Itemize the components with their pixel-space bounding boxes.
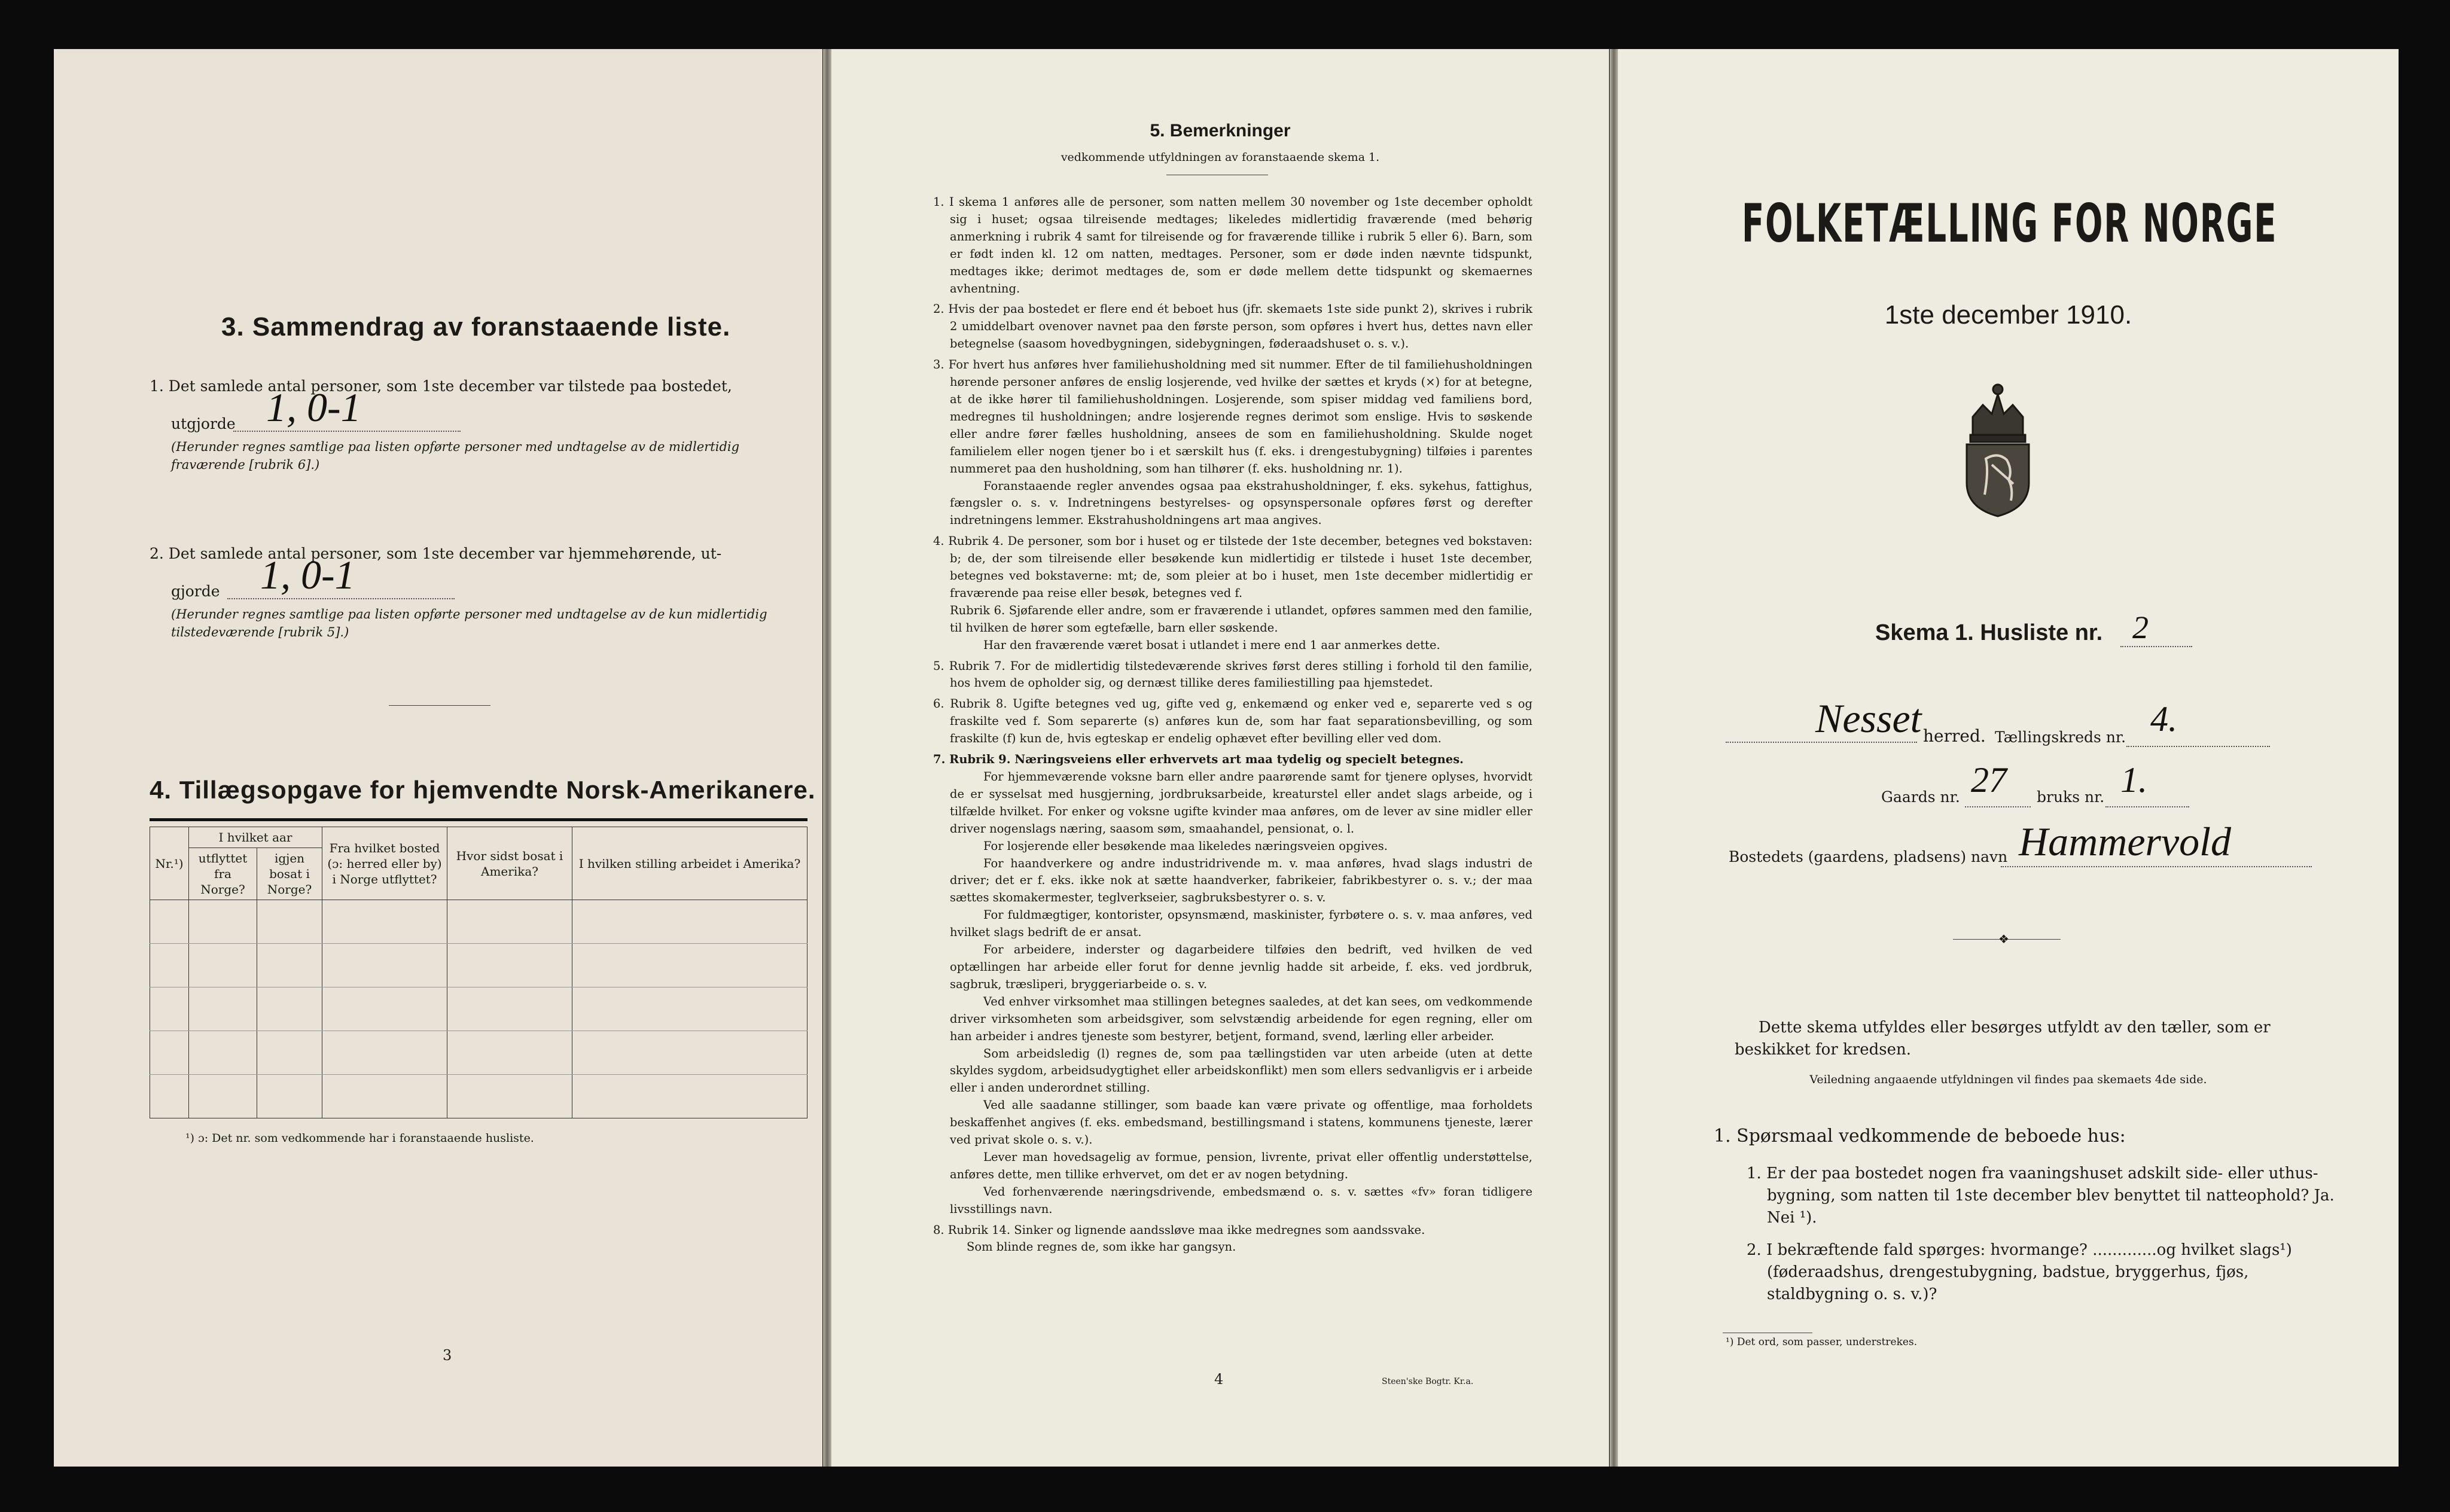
remark-paragraph: 2. Hvis der paa bostedet er flere end ét beboet hus (jfr. skemaets 1ste side punkt 2), skrives i rubrik 2 umiddelbart ovenover navnet paa den første person, som opføres i hvert hus, dettes navn eller betegnelse (saasom hovedbygningen, sidebygningen, føderaadshuset o. s. v.). — [933, 302, 1532, 351]
remark-paragraph: 4. Rubrik 4. De personer, som bor i huset og er tilstede der 1ste december, betegnes ved bokstaven: b; de, der som tilreisende eller besøkende kun midlertidig er tilstede i huset 1ste december, betegnes ved bokstaverne: mt; de, som pleier at bo i huset, men 1ste december midlertidig er fraværende paa reise eller besøk, betegnes ved f. — [933, 534, 1532, 600]
page-number-3: 3 — [443, 1347, 452, 1364]
table-row — [150, 1031, 807, 1075]
gaards-label: Gaards nr. — [1881, 788, 1960, 806]
remark-paragraph: For arbeidere, inderster og dagarbeidere tilføies den bedrift, ved hvilken de ved optællingen har arbeide eller forut for denne jevnlig hadde sit arbeide, f. eks. ved jordbruk, sagbruk, træsliperi, bryggeriarbeide o. s. v. — [950, 943, 1532, 991]
remark-paragraph: 6. Rubrik 8. Ugifte betegnes ved ug, gifte ved g, enkemænd og enker ved e, separerte ved s og fraskilte ved f. Som separerte (s) anføres kun de, som har faat separationsbevilling, og som fraskilte (f) kun de, hvis egteskap er endelig ophævet efter bevilling eller ved dom. — [933, 697, 1532, 746]
page-right — [1618, 49, 2399, 1467]
page-middle — [831, 49, 1609, 1467]
remark-paragraph: Ved forhenværende næringsdrivende, embedsmænd o. s. v. sættes «fv» foran tidligere livsstillings navn. — [950, 1184, 1532, 1216]
table-row — [150, 1075, 807, 1118]
page-number-4: 4 — [1214, 1371, 1224, 1388]
remark-paragraph: 7. Rubrik 9. Næringsveiens eller erhvervets art maa tydelig og specielt betegnes. — [933, 752, 1464, 767]
bosted-handwritten: Hammervold — [2019, 819, 2232, 864]
herred-label: herred. — [1923, 726, 1986, 746]
remark-paragraph: For haandverkere og andre industridrivende m. v. maa anføres, hvad slags industri de driver; det er f. eks. ikke nok at sætte haandverker, fabrikeier, fabrikbestyrer o. s. v.; der maa sættes skomakermester, teglverkseier, sagbruksbestyrer o. s. v. — [950, 856, 1532, 905]
gaards-handwritten: 27 — [1971, 760, 2007, 800]
col-stilling: I hvilken stilling arbeidet i Amerika? — [572, 827, 807, 900]
section3-item1-handwritten: 1, 0-1 — [266, 385, 361, 430]
footnote: ¹) Det ord, som passer, understrekes. — [1726, 1336, 1918, 1348]
husliste-dotline — [2120, 622, 2192, 647]
col-hvor-bosat: Hvor sidst bosat i Amerika? — [447, 827, 572, 900]
remark-paragraph: 5. Rubrik 7. For de midlertidig tilstedeværende skrives først deres stilling i forhold til den familie, hos hvem de opholder sig, og dernæst tillike deres familiestilling paa hjemstedet. — [933, 659, 1532, 690]
census-title: FOLKETÆLLING FOR NORGE — [1742, 193, 2278, 254]
binding-spine — [823, 49, 831, 1467]
section3-item2-prefix: gjorde — [171, 583, 220, 600]
section3-item2-note: (Herunder regnes samtlige paa listen opførte personer med undtagelse av de kun midlertidig tilstedeværende [rubrik 5].) — [171, 607, 767, 639]
section3-item1-line: 1. Det samlede antal personer, som 1ste december var tilstede paa bostedet, — [150, 377, 732, 395]
col-utflyttet: utflyttet fra Norge? — [189, 848, 257, 900]
remark-paragraph: 3. For hvert hus anføres hver familiehusholdning med sit nummer. Efter de til familiehusholdningen hørende personer anføres de enslig losjerende, ved hvilke der sættes et kryds (×) for at betegne, at de ikke hører til familiehusholdningen. Losjerende, som spiser middag ved familiens bord, medregnes til husholdningen; andre losjerende regnes derimot som enslige. Hvis to søskende eller andre fører fælles husholdning, ansees de som en familiehusholdning. Skulde noget familielem eller nogen tjener bo i et særskilt hus (f. eks. i drengestubygning) tilføies i parentes nummeret paa den husholdning, som han tilhører (f. eks. husholdning nr. 1). — [933, 358, 1532, 475]
col-fra-bosted: Fra hvilket bosted (ɔ: herred eller by) i Norge utflyttet? — [322, 827, 447, 900]
remark-paragraph: For hjemmeværende voksne barn eller andre paarørende samt for tjenere oplyses, hvorvidt de er sysselsat med husgjerning, jordbruksarbeide, kreaturstel eller andet slags arbeide, og i tilfælde hvilket. For enker og voksne ugifte kvinder maa anføres, om de lever av sine midler eller driver nogenslags næring, saasom søm, smaahandel, pensionat, o. l. — [950, 770, 1532, 836]
remark-paragraph: Lever man hovedsagelig av formue, pension, livrente, privat eller offentlig understøttelse, anføres dette, men tillike erhvervet, om det er av nogen betydning. — [950, 1150, 1532, 1181]
col-nr: Nr.¹) — [150, 827, 189, 900]
page-left — [54, 49, 822, 1467]
section3-item2-handwritten: 1, 0-1 — [260, 552, 355, 598]
remark-paragraph: Ved enhver virksomhet maa stillingen betegnes saaledes, at det kan sees, om vedkommende driver virksomheten som arbeidsgiver, som selvstændig arbeidende for egen regning, eller om han arbeider i andres tjeneste som bestyrer, betjent, formand, svend, lærling eller arbeider. — [950, 994, 1532, 1043]
bruks-label: bruks nr. — [2037, 788, 2105, 806]
section3-item1-note: (Herunder regnes samtlige paa listen opførte personer med undtagelse av de midlertidig fraværende [rubrik 6].) — [171, 440, 740, 472]
section3-item1-prefix: utgjorde — [171, 415, 236, 432]
kreds-dotline — [2126, 722, 2270, 747]
questions-heading: 1. Spørsmaal vedkommende de beboede hus: — [1714, 1126, 2126, 1147]
remark-paragraph: Som blinde regnes de, som ikke har gangsyn. — [967, 1240, 1236, 1254]
husliste-nr-handwritten: 2 — [2132, 609, 2149, 645]
norsk-amerikanere-table — [150, 827, 807, 1118]
section4-footnote: ¹) ɔ: Det nr. som vedkommende har i foranstaaende husliste. — [185, 1132, 534, 1145]
remark-paragraph: 8. Rubrik 14. Sinker og lignende aandssløve maa ikke medregnes som aandssvake. — [933, 1223, 1425, 1237]
section4-rule — [150, 818, 807, 821]
remark-paragraph: Har den fraværende været bosat i utlandet i mere end 1 aar anmerkes dette. — [983, 638, 1440, 652]
remark-paragraph: For fuldmægtiger, kontorister, opsynsmænd, maskinister, fyrbøtere o. s. v. maa anføres, ved hvilket slags bedrift de er ansat. — [950, 908, 1532, 940]
section4-heading: 4. Tillægsopgave for hjemvendte Norsk-Amerikanere. — [150, 776, 816, 804]
veiledning-text: Veiledning angaaende utfyldningen vil findes paa skemaets 4de side. — [1809, 1073, 2207, 1086]
remark-paragraph: For losjerende eller besøkende maa likeledes næringsveien opgives. — [983, 839, 1388, 853]
remark-paragraph: Som arbeidsledig (l) regnes de, som paa tællingstiden var uten arbeide (uten at dette skyldes sygdom, arbeidsudygtighet eller arbeidskonflikt) men som ellers sedvanligvis er i arbeide eller i anden underordnet stilling. — [950, 1046, 1532, 1095]
coat-of-arms-icon — [1956, 381, 2040, 519]
section3-item2-line: 2. Det samlede antal personer, som 1ste december var hjemmehørende, ut- — [150, 545, 722, 562]
bosted-label: Bostedets (gaardens, pladsens) navn — [1729, 848, 2008, 865]
kreds-handwritten: 4. — [2150, 699, 2177, 739]
divider — [389, 705, 490, 706]
printer-mark: Steen'ske Bogtr. Kr.a. — [1382, 1377, 1474, 1386]
schema-label: Skema 1. Husliste nr. — [1875, 620, 2103, 645]
intro-text: Dette skema utfyldes eller besørges utfyldt av den tæller, som er beskikket for kredsen. — [1735, 1019, 2271, 1059]
col-group-year: I hvilket aar — [189, 827, 322, 848]
remark-paragraph: 1. I skema 1 anføres alle de personer, som natten mellem 30 november og 1ste december opholdt sig i huset; ogsaa tilreisende medtages; likeledes midlertidig fraværende (med behørig anmerkning i rubrik 4 samt for tilreisende og for fraværende tillike i rubrik 5 eller 6). Barn, som er født inden kl. 12 om natten, medtages. Personer, som er døde inden nævnte tidspunkt, medtages ikke; derimot medtages de, som er døde mellem dette tidspunkt og skemaernes avhentning. — [933, 195, 1532, 295]
remark-paragraph: Rubrik 6. Sjøfarende eller andre, som er fraværende i utlandet, opføres sammen med den familie, til hvilken de hører som egtefælle, barn eller søskende. — [950, 603, 1532, 635]
census-date: 1ste december 1910. — [1884, 300, 2132, 330]
table-row — [150, 944, 807, 987]
table-row — [150, 987, 807, 1031]
question-2: 2. I bekræftende fald spørges: hvormange? .............og hvilket slags¹) (føderaadshus, drengestubygning, badstue, bryggerhus, fjøs, staldbygning o. s. v.)? — [1747, 1241, 2292, 1303]
question-1: 1. Er der paa bostedet nogen fra vaaningshuset adskilt side- eller uthus-bygning, som natten til 1ste december blev benyttet til natteophold? Ja. Nei ¹). — [1747, 1165, 2335, 1227]
binding-spine — [1610, 49, 1618, 1467]
bruks-handwritten: 1. — [2120, 760, 2147, 800]
table-row — [150, 900, 807, 944]
bruks-dotline — [2105, 782, 2189, 807]
herred-handwritten: Nesset — [1815, 696, 1922, 741]
remark-paragraph: Foranstaaende regler anvendes ogsaa paa ekstrahusholdninger, f. eks. sykehus, fattighus, fængsler o. s. v. Indretningens bestyrelses- og opsynspersonale opføres først og derefter indretningens lemmer. Ekstrahusholdningens art maa angives. — [950, 478, 1532, 528]
remarks-subheading: vedkommende utfyldningen av foranstaaende skema 1. — [1061, 151, 1380, 164]
ornament-icon: ❖ — [1998, 932, 2009, 946]
section3-heading: 3. Sammendrag av foranstaaende liste. — [221, 312, 731, 342]
kreds-label: Tællingskreds nr. — [1995, 728, 2126, 746]
remarks-heading: 5. Bemerkninger — [1150, 121, 1291, 141]
col-igjen-bosat: igjen bosat i Norge? — [257, 848, 322, 900]
remark-paragraph: Ved alle saadanne stillinger, som baade kan være private og offentlige, maa forholdets beskaffenhet angives (f. eks. embedsmand, bestillingsmand i statens, kommunens tjeneste, lærer ved privat skole o. s. v.). — [950, 1098, 1532, 1147]
remarks-body — [933, 194, 1532, 1256]
